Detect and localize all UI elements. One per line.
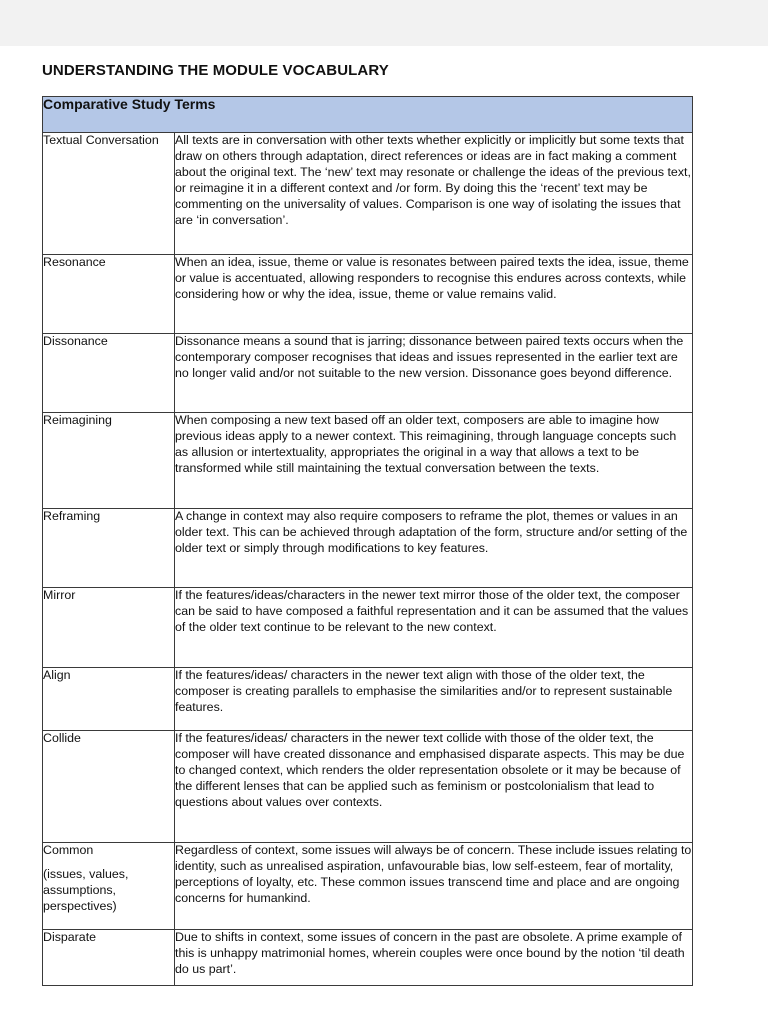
term-cell (43, 133, 175, 255)
term-label: Dissonance (43, 334, 108, 348)
term-cell (43, 930, 175, 986)
definition-cell: Dissonance means a sound that is jarring; dissonance between paired texts occurs when the contemporary composer recognises that ideas and issues represented in the earlier text are no longer valid and/or not suitable to the new version. Dissonance goes beyond difference. (175, 334, 693, 413)
definition-cell: When composing a new text based off an older text, composers are able to imagine how previous ideas apply to a newer context. This reimagining, through language concepts such as allusion or intertextuality, appropriates the original in a way that allows a text to be transformed while still maintaining the textual conversation between the texts. (175, 413, 693, 509)
table-row (43, 133, 693, 255)
term-label: Reimagining (43, 413, 112, 427)
table-row (43, 509, 693, 588)
table-row (43, 255, 693, 334)
term-cell (43, 668, 175, 731)
table-row (43, 930, 693, 986)
term-label: Disparate (43, 930, 97, 944)
definition-cell: A change in context may also require composers to reframe the plot, themes or values in an older text. This can be achieved through adaptation of the form, structure and/or setting of the older text or simply through modifications to key features. (175, 509, 693, 588)
definition-cell: If the features/ideas/ characters in the newer text collide with those of the older text, the composer will have created dissonance and emphasised disparate aspects. This may be due to changed context, which renders the older representation obsolete or it may be because of the different lenses that can be applied such as feminism or postcolonialism that lead to questions about values over contexts. (175, 731, 693, 843)
document-title: UNDERSTANDING THE MODULE VOCABULARY (42, 62, 389, 79)
table-row (43, 668, 693, 731)
term-label: Align (43, 668, 71, 682)
definition-cell: When an idea, issue, theme or value is resonates between paired texts the idea, issue, theme or value is accentuated, allowing responders to recognise this endures across contexts, while considering how or why the idea, issue, theme or value remains valid. (175, 255, 693, 334)
table-row (43, 843, 693, 930)
term-label: Resonance (43, 255, 106, 269)
term-sublabel: (issues, values, assumptions, perspectives) (43, 866, 129, 913)
table-row (43, 588, 693, 668)
term-cell (43, 843, 175, 930)
definition-cell: All texts are in conversation with other texts whether explicitly or implicitly but some texts that draw on others through adaptation, direct references or ideas are in fact making a comment about the original text. The ‘new’ text may resonate or challenge the ideas of the previous text, or reimagine it in a different context and /or form. By doing this the ‘recent’ text may be commenting on the universality of values. Comparison is one way of isolating the issues that are ‘in conversation’. (175, 133, 693, 255)
definition-cell: If the features/ideas/ characters in the newer text align with those of the older text, the composer is creating parallels to emphasise the similarities and/or to represent sustainable features. (175, 668, 693, 731)
definition-cell: Regardless of context, some issues will always be of concern. These include issues relating to identity, such as unrealised aspiration, unfavourable bias, low self-esteem, fear of mortality, perceptions of loyalty, etc. These common issues transcend time and place and are ongoing concerns for humankind. (175, 843, 693, 930)
term-cell (43, 731, 175, 843)
viewer-top-bar (0, 0, 768, 46)
term-label: Textual Conversation (43, 133, 159, 147)
table-row (43, 731, 693, 843)
table-row (43, 334, 693, 413)
vocabulary-table (42, 96, 693, 986)
definition-cell: Due to shifts in context, some issues of concern in the past are obsolete. A prime example of this is unhappy matrimonial homes, wherein couples were once bound by the notion ‘til death do us part’. (175, 930, 693, 986)
term-label: Common (43, 843, 94, 857)
term-label: Reframing (43, 509, 101, 523)
term-cell (43, 588, 175, 668)
table-header-row (43, 97, 693, 133)
table-header: Comparative Study Terms (43, 97, 693, 133)
table-row (43, 413, 693, 509)
term-cell (43, 255, 175, 334)
term-cell (43, 334, 175, 413)
term-cell (43, 413, 175, 509)
term-cell (43, 509, 175, 588)
definition-cell: If the features/ideas/characters in the newer text mirror those of the older text, the composer can be said to have composed a faithful representation and it can be assumed that the values of the older text continue to be relevant to the new context. (175, 588, 693, 668)
term-label: Mirror (43, 588, 76, 602)
term-label: Collide (43, 731, 81, 745)
